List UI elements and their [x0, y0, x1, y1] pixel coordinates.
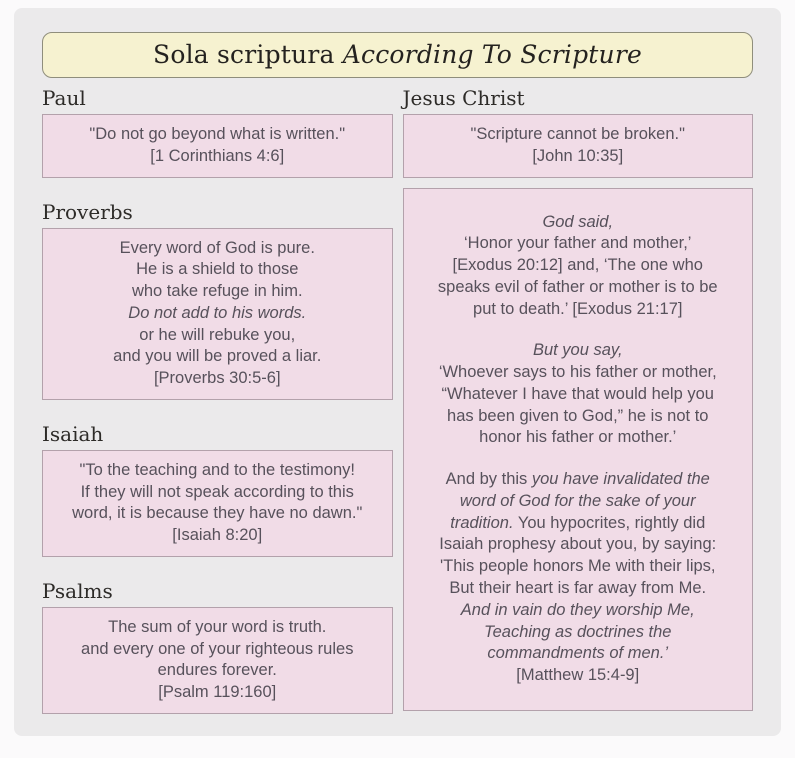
infographic-card: [14, 8, 781, 736]
quote-box-matthew: [403, 188, 754, 711]
quote-line: and every one of your righteous rules: [81, 639, 354, 658]
quote-box-psalms: [42, 607, 393, 714]
quote-line: word of God for the sake of your: [459, 491, 696, 510]
quote-line: Teaching as doctrines the: [484, 622, 672, 641]
quote-line: Do not add to his words.: [128, 303, 307, 322]
quote-line: or he will rebuke you,: [139, 325, 296, 344]
quote-line: [1 Corinthians 4:6]: [150, 146, 285, 165]
quote-line: But you say,: [532, 341, 623, 360]
quote-line: honor his father or mother.’: [479, 428, 677, 447]
quote-line: If they will not speak according to this: [80, 482, 354, 501]
quote-line: The sum of your word is truth.: [108, 617, 327, 636]
quote-line: endures forever.: [157, 661, 277, 680]
section-proverbs: [42, 200, 393, 400]
quote-line: “Whatever I have that would help you: [441, 384, 714, 403]
quote-paragraph: [412, 124, 745, 168]
quote-paragraph: [51, 460, 384, 547]
quote-line: "To the teaching and to the testimony!: [79, 460, 356, 479]
quote-line: ‘Honor your father and mother,’: [464, 234, 692, 253]
quote-line: tradition. You hypocrites, rightly did: [450, 513, 706, 532]
quote-line: But their heart is far away from Me.: [449, 579, 707, 598]
quote-line: God said,: [542, 212, 614, 231]
quote-line: He is a shield to those: [136, 260, 299, 279]
quote-line: has been given to God,” he is not to: [447, 406, 709, 425]
section-paul: [42, 86, 393, 178]
quote-line: speaks evil of father or mother is to be: [437, 277, 718, 296]
section-psalms: [42, 579, 393, 714]
quote-paragraph: [412, 340, 745, 449]
quote-line: word, it is because they have no dawn.": [72, 504, 363, 523]
section-header-psalms: Psalms: [42, 578, 113, 603]
quote-box-corinthians: [42, 114, 393, 178]
quote-line: Every word of God is pure.: [119, 238, 315, 257]
quote-line: and you will be proved a liar.: [113, 347, 322, 366]
section-jesus-christ: [403, 86, 754, 711]
quote-line: put to death.’ [Exodus 21:17]: [473, 299, 683, 318]
quote-line: And by this you have invalidated the: [445, 470, 710, 489]
section-header-paul: Paul: [42, 86, 86, 110]
quote-line: [Proverbs 30:5-6]: [153, 369, 281, 388]
quote-line: [John 10:35]: [532, 146, 624, 165]
title-banner: [42, 32, 753, 78]
quote-paragraph: [51, 238, 384, 390]
quote-paragraph: [412, 212, 745, 321]
quote-line: [Psalm 119:160]: [158, 683, 277, 702]
section-header-proverbs: Proverbs: [42, 199, 133, 224]
quote-box-john: [403, 114, 754, 178]
quote-line: [Isaiah 8:20]: [172, 526, 263, 545]
quote-line: [Exodus 20:12] and, ‘The one who: [452, 256, 703, 275]
quote-line: ‘Whoever says to his father or mother,: [438, 363, 717, 382]
title-text-italic: According To Scripture: [342, 40, 642, 69]
quote-line: commandments of men.’: [487, 644, 669, 663]
quote-line: "Scripture cannot be broken.": [470, 125, 685, 143]
quote-line: "Do not go beyond what is written.": [89, 125, 346, 143]
quote-line: Isaiah prophesy about you, by saying:: [439, 535, 717, 554]
content-grid: [42, 86, 753, 714]
title-text: Sola scriptura: [153, 40, 343, 69]
quote-paragraph: [412, 469, 745, 687]
quote-paragraph: [51, 124, 384, 168]
quote-paragraph: [51, 617, 384, 704]
quote-line: And in vain do they worship Me,: [460, 600, 695, 619]
section-header-isaiah: Isaiah: [42, 421, 104, 446]
quote-line: [Matthew 15:4-9]: [516, 666, 640, 685]
quote-line: 'This people honors Me with their lips,: [439, 557, 716, 576]
left-column: [42, 86, 393, 714]
quote-box-isaiah: [42, 450, 393, 557]
quote-line: who take refuge in him.: [131, 282, 303, 301]
right-column: [403, 86, 754, 714]
section-header-jesus-christ: Jesus Christ: [402, 86, 525, 110]
quote-box-proverbs: [42, 228, 393, 400]
section-isaiah: [42, 422, 393, 557]
